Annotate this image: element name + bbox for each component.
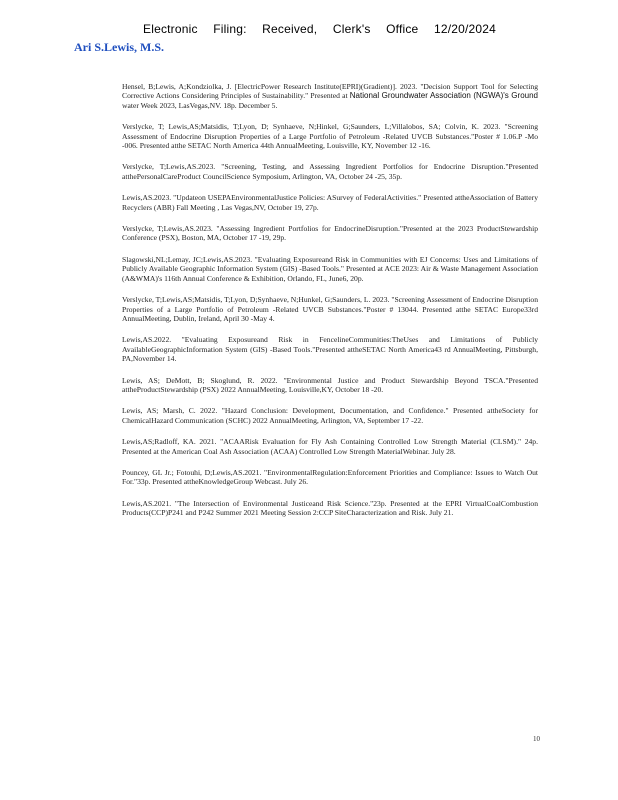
reference-text: Lewis,AS.2022. "Evaluating Exposureand Risk in FencelineCommunities:TheUses and Limitations of Publicly AvailableGeographicInformation System (GIS) -Based Tools."Presented attheSETAC North America43 rd AnnualMeeting, Pittsburgh, PA,November 14.: [122, 335, 538, 364]
reference-entry: [122, 162, 538, 181]
reference-entry: [122, 376, 538, 395]
reference-entry: [122, 255, 538, 283]
reference-text: Hensel, B;Lewis, A;Kondziolka, J. [ElectricPower Research Institute(EPRI)(Gradient)]. 2023. "Decision Support Tool for Selecting Corrective Actions Considering Principles of Sustainability." Presented at: [122, 82, 538, 101]
reference-entry: [122, 224, 538, 243]
reference-text: Lewis,AS.2023. "Updateon USEPAEnvironmentalJustice Policies: ASurvey of FederalActivities." Presented attheAssociation of Battery Recyclers (ABR) Fall Meeting , Las Vegas,NV, October 19, 27p.: [122, 193, 538, 212]
reference-text: Slagowski,NL;Lemay, JC;Lewis,AS.2023. "Evaluating Exposureand Risk in Communities with EJ Concerns: Uses and Limitations of Publicly Available Geographic Information System (GIS) -Based Tools." Presented at ACE 2023: Air & Waste Management Association (A&WMA)'s 116th Annual Conference & Exhibition, Orlando, FL, June6, 20p.: [122, 254, 538, 283]
reference-text: Lewis, AS; Marsh, C. 2022. "Hazard Conclusion: Development, Documentation, and Confidence." Presented attheSociety for ChemicalHazard Communication (SCHC) 2022 AnnualMeeting, Arlington, VA, September 17 -22.: [122, 406, 538, 425]
reference-entry: [122, 437, 538, 456]
reference-text: Lewis,AS.2021. "The Intersection of Environmental Justiceand Risk Science."23p. Presented at the EPRI VirtualCoalCombustion Products(CCP)P241 and P242 Summer 2021 Meeting Session 2:CCP SiteCharacterization and Risk. July 21.: [122, 498, 538, 518]
reference-entry: [122, 122, 538, 150]
filing-stamp: Electronic Filing: Received, Clerk's Office 12/20/2024: [143, 22, 497, 36]
reference-entry: [122, 193, 538, 212]
reference-entry: [122, 295, 538, 323]
reference-text: Lewis,AS;Radloff, KA. 2021. "ACAARisk Evaluation for Fly Ash Containing Controlled Low Strength Material (CLSM)." 24p. Presented at the American Coal Ash Association (ACAA) Controlled Low Strength MaterialWebinar. July 28.: [122, 437, 538, 456]
reference-list: [122, 82, 538, 518]
reference-tail: water Week 2023, LasVegas,NV. 18p. December 5.: [122, 100, 278, 110]
reference-text: Lewis, AS; DeMott, B; Skoglund, R. 2022. "Environmental Justice and Product Stewardship Beyond TSCA."Presented attheProductStewardship (PSX) 2022 AnnualMeeting, Louisville,KY, October 18 -20.: [122, 375, 538, 394]
author-name: Ari S.Lewis, M.S.: [74, 40, 164, 54]
reference-venue: National Groundwater Association (NGWA)'s Ground: [349, 91, 538, 101]
reference-entry: [122, 406, 538, 425]
reference-text: Verslycke, T; Lewis,AS;Matsidis, T;Lyon, D; Synhaeve, N;Hinkel, G;Saunders, L;Villalobos, SA; Colvin, K. 2023. "Screening Assessment of Endocrine Disruption Properties of a Large Portfolio of Petroleum -Related UVCB Substances."Poster # 1.06.P -Mo -006. Presented atthe SETAC North America 44th AnnualMeeting, Louisville, KY, November 12 -16.: [122, 122, 538, 151]
reference-text: Pouncey, GL Jr.; Fotouhi, D;Lewis,AS.2021. "EnvironmentalRegulation:Enforcement Priorities and Compliance: Issues to Watch Out For."33p. Presented attheKnowledgeGroup Webcast. July 26.: [122, 467, 538, 487]
reference-entry: [122, 335, 538, 363]
reference-text: Verslycke, T;Lewis,AS.2023. "Screening, Testing, and Assessing Ingredient Portfolios for Endocrine Disruption."Presented atthePersonalCareProduct CouncilScience Symposium, Arlington, VA, October 24 -25, 35p.: [122, 162, 538, 181]
reference-text: Verslycke, T;Lewis,AS.2023. "Assessing Ingredient Portfolios for EndocrineDisruption."Presented at the 2023 ProductStewardship Conference (PSX), Boston, MA, October 17 -19, 29p.: [122, 224, 538, 243]
reference-text: Verslycke, T;Lewis,AS;Matsidis, T;Lyon, D;Synhaeve, N;Hunkel, G;Saunders, L. 2023. "Screening Assessment of Endocrine Disruption Properties of a Large Portfolio of Petroleum -Related UVCB Substances."Poster # 13044. Presented atthe SETAC Europe33rd AnnualMeeting, Dublin, Ireland, April 30 -May 4.: [122, 295, 538, 323]
page-number: 10: [533, 735, 540, 743]
reference-entry: [122, 468, 538, 487]
reference-entry: [122, 82, 538, 110]
reference-entry: [122, 499, 538, 518]
